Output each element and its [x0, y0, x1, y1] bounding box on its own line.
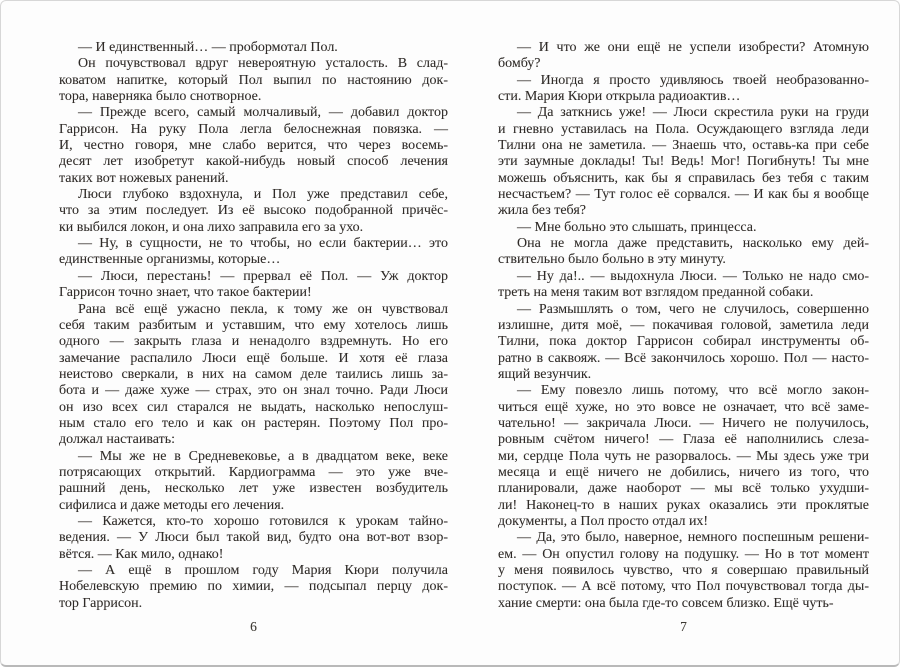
text-line: — Иногда я просто удивляюсь твоей необразованно-	[517, 72, 869, 88]
right-page-text	[498, 40, 869, 612]
left-page	[59, 40, 448, 635]
text-line: — Размышлять о том, чего не случилось, совершенно	[517, 301, 869, 317]
text-line: единственные организмы, которые…	[59, 252, 281, 268]
text-line: тора, наверняка было снотворное.	[59, 89, 262, 105]
text-line: планировали, даже наоборот — мы всё только ухудши-	[498, 481, 869, 497]
text-line: себя таким разбитым и уставшим, что ему хотелось лишь	[59, 317, 448, 333]
text-line: чательно! — закричала Люси. — Ничего не получилось,	[498, 415, 869, 431]
text-line: — Мне больно это слышать, принцесса.	[517, 219, 757, 235]
text-line: ки выбился локон, и она лихо заправила его за ухо.	[59, 219, 364, 235]
text-line: месяца и ещё ничего не добились, ничего из того, что	[498, 464, 869, 480]
left-page-number: 6	[250, 619, 257, 635]
text-line: Тилни, пока доктор Гаррисон собирал инструменты об-	[498, 334, 869, 350]
text-line: потрясающих открытий. Кардиограмма — это уже вче-	[59, 464, 448, 480]
text-line: излишне, дитя моё, — покачивая головой, заметила леди	[498, 317, 869, 333]
text-line: рашний день, несколько лет уже известен возбудитель	[59, 481, 448, 497]
right-page-number: 7	[680, 619, 687, 635]
text-line: — Да заткнись уже! — Люси скрестила руки на груди	[517, 105, 869, 121]
text-line: — Мы же не в Средневековье, а в двадцатом веке, веке	[78, 448, 448, 464]
text-line: — Ну, в сущности, не то чтобы, но если бактерии… это	[78, 236, 448, 252]
text-line: Гаррисон. На руку Пола легла белоснежная повязка. —	[59, 121, 448, 137]
text-line: должал настаивать:	[59, 432, 176, 448]
text-line: треть на меня таким вот взглядом преданной собаки.	[498, 285, 814, 301]
text-line: читься ещё хуже, но это вовсе не означает, что всё заме-	[498, 399, 869, 415]
text-line: ем. — Он опустил голову на подушку. — Но в тот момент	[498, 546, 869, 562]
text-line: несчастьем? — Тут голос её сорвался. — И как бы я вообще	[498, 187, 869, 203]
text-line: ли! Наконец-то в наших руках оказались эти проклятые	[498, 497, 869, 513]
text-line: — Да, это было, наверное, немного поспешным решени-	[517, 530, 869, 546]
text-line: ведения. — У Люси был такой вид, будто она вот-вот взор-	[59, 530, 448, 546]
text-line: ратно в саквояж. — Всё закончилось хорошо. Пол — насто-	[498, 350, 869, 366]
text-line: бомбу?	[498, 56, 541, 72]
text-line: Нобелевскую премию по химии, — подсыпал перцу док-	[59, 579, 448, 595]
text-line: — Кажется, кто-то хорошо готовился к урокам тайно-	[78, 513, 448, 529]
text-line: таких вот ножевых ранений.	[59, 170, 229, 186]
text-line: неистово сверкали, в них на самом деле таились лишь за-	[59, 366, 448, 382]
text-line: Люси глубоко вздохнула, и Пол уже представил себе,	[78, 187, 448, 203]
text-line: коватом напитке, который Пол выпил по настоянию док-	[59, 72, 448, 88]
text-line: — Ему повезло лишь потому, что всё могло закон-	[517, 383, 869, 399]
text-line: Она не могла даже представить, насколько ему дей-	[517, 236, 869, 252]
text-line: одного — закрыть глаза и ненадолго вздремнуть. Но его	[59, 334, 448, 350]
left-page-text	[59, 40, 448, 612]
right-page	[498, 40, 869, 635]
text-line: десят лет изобретут какой-нибудь новый способ лечения	[59, 154, 448, 170]
text-line: вётся. — Как мило, однако!	[59, 546, 224, 562]
text-line: — Ну да!.. — выдохнула Люси. — Только не надо смо-	[517, 268, 869, 284]
text-line: ми, сердце Пола чуть не разорвалось. — Мы здесь уже три	[498, 448, 869, 464]
text-line: ствительно было больно в эту минуту.	[498, 252, 726, 268]
text-line: ным стало его тело и как он растерян. Поэтому Пол про-	[59, 415, 448, 431]
text-line: Гаррисон точно знает, что такое бактерии!	[59, 285, 312, 301]
text-line: бота и — даже хуже — страх, это он знал точно. Ради Люси	[59, 383, 448, 399]
text-line: можешь объяснить, как бы я справилась без тебя с таким	[498, 170, 869, 186]
text-line: — А ещё в прошлом году Мария Кюри получила	[78, 563, 448, 578]
text-line: документы, а Пол просто отдал их!	[498, 513, 709, 529]
text-line: — Люси, перестань! — прервал её Пол. — Уж доктор	[78, 268, 448, 284]
text-line: — Прежде всего, самый молчаливый, — добавил доктор	[78, 105, 448, 121]
text-line: тор Гаррисон.	[59, 595, 143, 611]
text-line: у меня появилось чувство, что я совершаю правильный	[498, 563, 869, 578]
text-line: ровным счётом ничего! — Глаза её наполнились слеза-	[498, 432, 869, 448]
text-line: Рана всё ещё ужасно пекла, к тому же он чувствовал	[78, 301, 448, 317]
text-line: И, честно говоря, мне слабо верится, что через восемь-	[59, 138, 448, 154]
text-line: и гневно уставилась на Пола. Осуждающего взгляда леди	[498, 121, 869, 137]
text-line: хание смерти: она была где-то совсем близко. Ещё чуть-	[498, 595, 834, 611]
text-line: сифилиса и даже методы его лечения.	[59, 497, 285, 513]
text-line: — И что же они ещё не успели изобрести? Атомную	[517, 40, 869, 55]
text-line: сти. Мария Кюри открыла радиоактив…	[498, 89, 741, 105]
text-line: Тилни она не заметила. — Знаешь что, оставь-ка при себе	[498, 138, 869, 154]
text-line: поступок. — А всё потому, что Пол почувствовал тогда ды-	[498, 579, 869, 595]
text-line: он изо всех сил старался не выдать, насколько непослуш-	[59, 399, 448, 415]
text-line: ящий везунчик.	[498, 366, 592, 382]
text-line: эти заумные доклады! Ты! Ведь! Мог! Погибнуть! Ты мне	[498, 154, 869, 170]
text-line: что за этим последует. Из её высоко подобранной причёс-	[59, 203, 448, 219]
text-line: — И единственный… — пробормотал Пол.	[78, 40, 338, 55]
text-line: Он почувствовал вдруг невероятную усталость. В слад-	[78, 56, 448, 72]
text-line: жила без тебя?	[498, 203, 586, 219]
text-line: замечание распалило Люси ещё больше. И хотя её глаза	[59, 350, 448, 366]
